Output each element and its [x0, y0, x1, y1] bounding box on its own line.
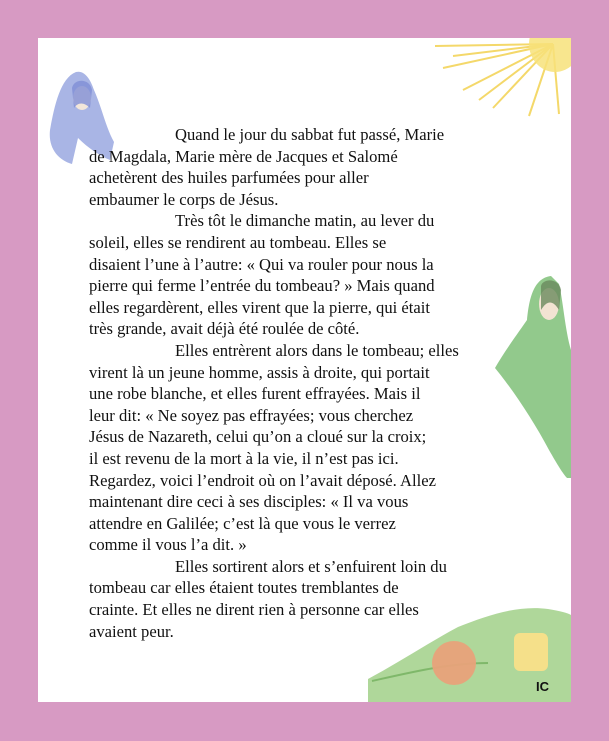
text-line: achetèrent des huiles parfumées pour aller — [89, 168, 369, 188]
text-line: leur dit: « Ne soyez pas effrayées; vous cherchez — [89, 405, 414, 425]
text-line: tombeau car elles étaient toutes tremblantes de — [89, 578, 399, 598]
text-line: pierre qui ferme l’entrée du tombeau? » Mais quand — [89, 276, 435, 296]
text-line: Jésus de Nazareth, celui qu’on a cloué sur la croix; — [89, 427, 427, 447]
text-line: maintenant dire ceci à ses disciples: « Il va vous — [89, 492, 409, 512]
text-line: Quand le jour du sabbat fut passé, Marie — [175, 125, 445, 144]
story-text — [89, 124, 509, 642]
text-line: disaient l’une à l’autre: « Qui va rouler pour nous la — [89, 254, 434, 274]
paragraph-1 — [89, 124, 509, 210]
text-line: soleil, elles se rendirent au tombeau. Elles se — [89, 232, 387, 252]
text-line: il est revenu de la mort à la vie, il n’est pas ici. — [89, 448, 399, 468]
paragraph-3 — [89, 340, 509, 556]
text-line: attendre en Galilée; c’est là que vous le verrez — [89, 513, 396, 533]
paragraph-2 — [89, 210, 509, 340]
text-line: embaumer le corps de Jésus. — [89, 189, 279, 209]
text-line: elles regardèrent, elles virent que la pierre, qui était — [89, 297, 430, 317]
text-line: de Magdala, Marie mère de Jacques et Salomé — [89, 146, 398, 166]
text-line: avaient peur. — [89, 621, 174, 641]
text-line: Très tôt le dimanche matin, au lever du — [175, 211, 435, 231]
author-initials: IC — [536, 679, 549, 694]
text-line: très grande, avait déjà été roulée de côté. — [89, 319, 360, 339]
story-page — [38, 38, 571, 702]
text-line: Elles entrèrent alors dans le tombeau; elles — [175, 340, 459, 360]
text-line: Elles sortirent alors et s’enfuirent loin du — [175, 556, 447, 576]
text-line: crainte. Et elles ne dirent rien à personne car elles — [89, 600, 419, 620]
sun-illustration — [433, 38, 571, 118]
text-line: comme il vous l’a dit. » — [89, 535, 247, 555]
paragraph-4 — [89, 556, 509, 642]
text-line: Regardez, voici l’endroit où on l’avait déposé. Allez — [89, 470, 436, 490]
text-line: virent là un jeune homme, assis à droite, qui portait — [89, 362, 430, 382]
text-line: une robe blanche, et elles furent effrayées. Mais il — [89, 384, 421, 404]
